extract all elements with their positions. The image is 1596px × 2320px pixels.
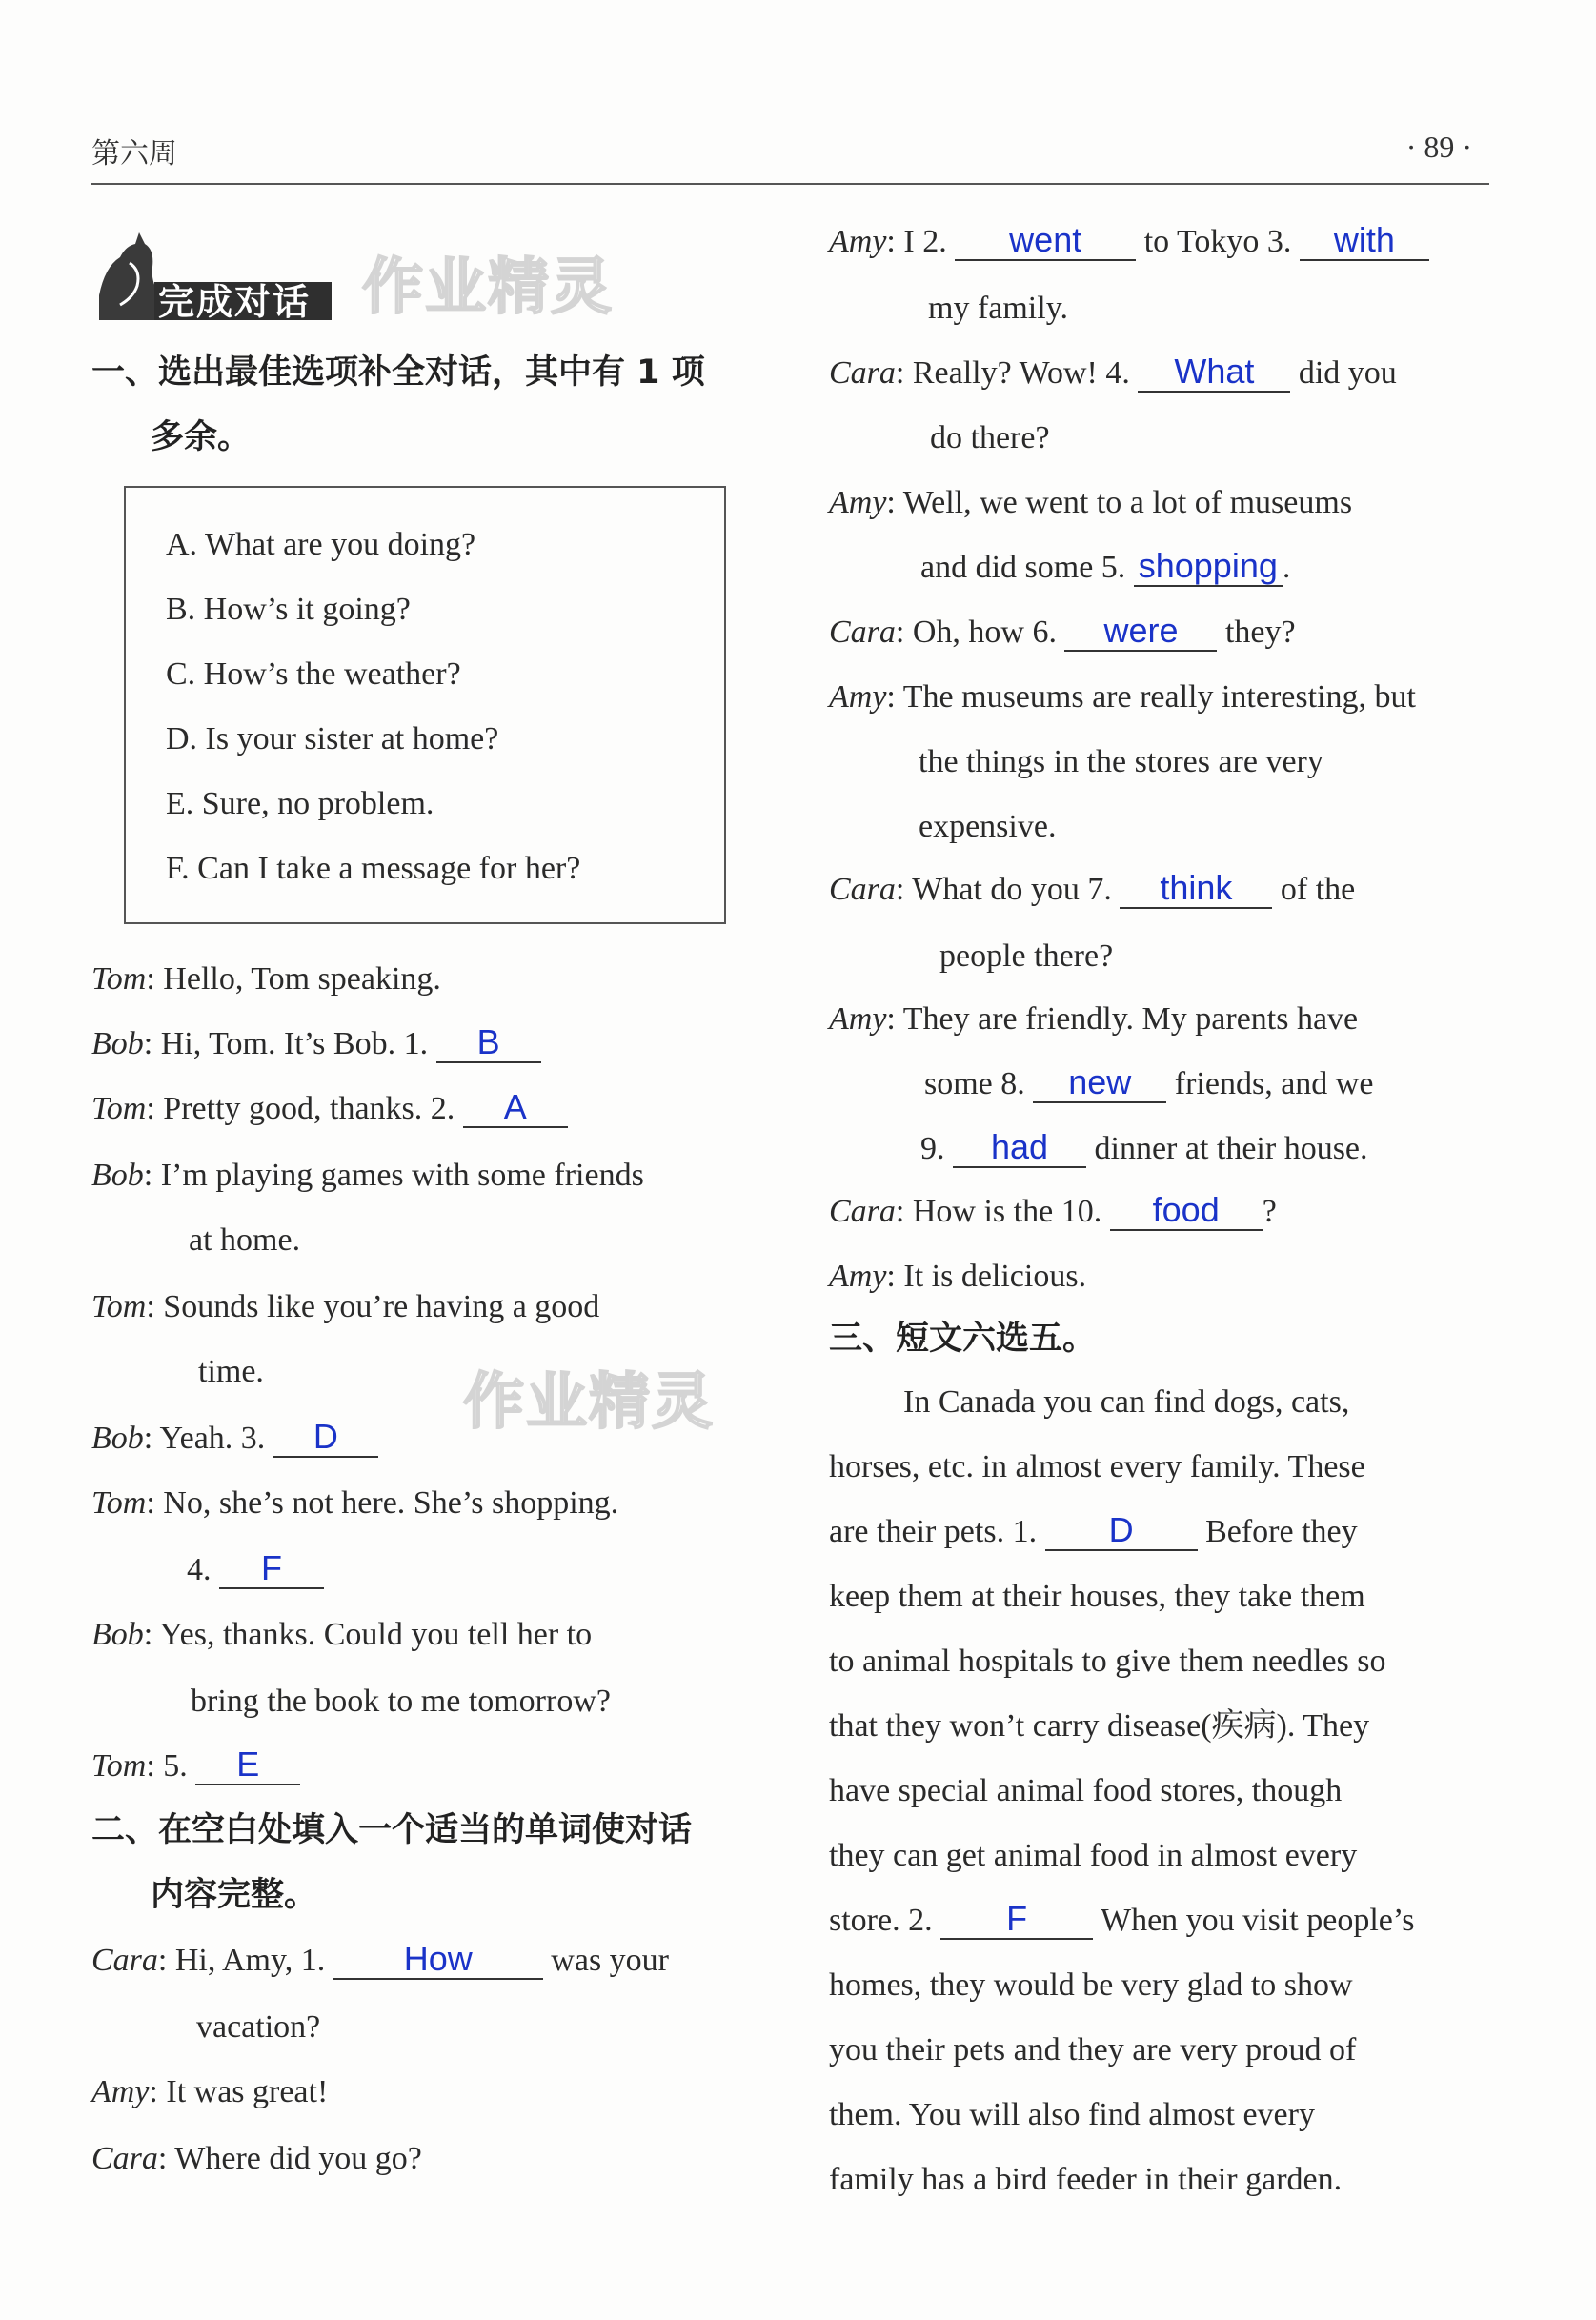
- dialog2-line-cont: vacation?: [196, 2009, 321, 2045]
- dialog2-line: Cara: What do you 7. think of the: [829, 868, 1356, 907]
- dialog2-line: Amy: It is delicious.: [829, 1259, 1087, 1294]
- dialog1-line: Tom: No, she’s not here. She’s shopping.: [91, 1485, 619, 1521]
- section2-title-line2: 内容完整。: [151, 1876, 318, 1914]
- week-label: 第六周: [91, 137, 177, 171]
- dialog2-line: Amy: The museums are really interesting, but: [829, 679, 1416, 715]
- answer-blank[interactable]: What: [1138, 353, 1290, 393]
- dialog2-line-cont: expensive.: [919, 809, 1057, 844]
- dialog2-line: Cara: Oh, how 6. were they?: [829, 611, 1296, 650]
- passage-line: horses, etc. in almost every family. These: [829, 1449, 1365, 1484]
- dialog2-line-cont: 9. had dinner at their house.: [920, 1127, 1368, 1166]
- dialog1-line: Bob: I’m playing games with some friends: [91, 1158, 644, 1193]
- dialog2-line: Amy: They are friendly. My parents have: [829, 1001, 1359, 1037]
- option-e: E. Sure, no problem.: [166, 786, 434, 821]
- passage-line: them. You will also find almost every: [829, 2097, 1315, 2132]
- passage-line: keep them at their houses, they take them: [829, 1579, 1365, 1614]
- watermark-middle: 作业精灵: [463, 1367, 715, 1438]
- passage-line: that they won’t carry disease(疾病). They: [829, 1708, 1370, 1744]
- dialog2-line: Cara: Hi, Amy, 1. How was your: [91, 1939, 669, 1978]
- section2-title-line1: 二、在空白处填入一个适当的单词使对话: [91, 1811, 693, 1849]
- header-rule: [91, 183, 1489, 185]
- answer-blank[interactable]: D: [273, 1418, 378, 1458]
- passage-line: to animal hospitals to give them needles so: [829, 1644, 1386, 1679]
- answer-blank[interactable]: A: [463, 1088, 568, 1128]
- dialog1-line: Tom: Pretty good, thanks. 2. A: [91, 1088, 568, 1130]
- option-a: A. What are you doing?: [166, 527, 476, 562]
- dialog2-line-cont: some 8. new friends, and we: [924, 1062, 1374, 1101]
- passage-line: they can get animal food in almost every: [829, 1838, 1358, 1873]
- answer-blank[interactable]: E: [195, 1745, 300, 1785]
- dialog2-line: Cara: Where did you go?: [91, 2141, 422, 2176]
- option-b: B. How’s it going?: [166, 592, 411, 627]
- dialog2-line: Amy: Well, we went to a lot of museums: [829, 485, 1353, 520]
- passage-line: have special animal food stores, though: [829, 1773, 1343, 1808]
- answer-blank[interactable]: shopping: [1134, 547, 1283, 587]
- answer-blank[interactable]: B: [436, 1023, 541, 1063]
- dialog1-line: Tom: 5. E: [91, 1745, 300, 1787]
- section3-title: 三、短文六选五。: [829, 1320, 1097, 1358]
- answer-blank[interactable]: new: [1033, 1063, 1166, 1103]
- dialog2-line-cont: my family.: [928, 291, 1068, 326]
- dialog1-line-cont: bring the book to me tomorrow?: [191, 1684, 611, 1719]
- dialog2-line-cont: the things in the stores are very: [919, 744, 1323, 779]
- section1-title-line1: 一、选出最佳选项补全对话，其中有 1 项: [91, 353, 705, 392]
- answer-blank[interactable]: food: [1110, 1191, 1263, 1231]
- dialog1-line-cont: at home.: [189, 1222, 301, 1258]
- passage-line: In Canada you can find dogs, cats,: [903, 1384, 1350, 1420]
- section1-title-line2: 多余。: [151, 418, 252, 456]
- answer-blank[interactable]: F: [219, 1549, 324, 1589]
- answer-blank[interactable]: D: [1045, 1511, 1198, 1551]
- dialog1-line: Bob: Yes, thanks. Could you tell her to: [91, 1617, 593, 1652]
- option-c: C. How’s the weather?: [166, 656, 461, 692]
- answer-blank[interactable]: How: [333, 1940, 543, 1980]
- dialog1-line: Tom: Hello, Tom speaking.: [91, 961, 441, 997]
- answer-blank[interactable]: had: [953, 1128, 1086, 1168]
- dialog2-line: Amy: I 2. went to Tokyo 3. with: [829, 221, 1429, 263]
- answer-blank[interactable]: F: [940, 1900, 1093, 1940]
- section-banner: [91, 229, 335, 322]
- dialog2-line: Cara: Really? Wow! 4. What did you: [829, 352, 1397, 391]
- watermark-top: 作业精灵: [362, 252, 614, 323]
- option-d: D. Is your sister at home?: [166, 721, 499, 757]
- passage-line: you their pets and they are very proud of: [829, 2032, 1357, 2068]
- option-f: F. Can I take a message for her?: [166, 851, 581, 886]
- page-number: · 89 ·: [1405, 130, 1472, 164]
- answer-blank[interactable]: were: [1064, 612, 1217, 652]
- dialog1-line-cont: 4. F: [187, 1549, 324, 1591]
- dialog2-line: Cara: How is the 10. food ?: [829, 1190, 1277, 1229]
- answer-blank[interactable]: with: [1300, 221, 1429, 261]
- answer-blank[interactable]: think: [1120, 869, 1272, 909]
- dialog2-line-cont: and did some 5. shopping .: [920, 546, 1291, 585]
- answer-blank[interactable]: went: [955, 221, 1136, 261]
- passage-line: are their pets. 1. D Before they: [829, 1510, 1358, 1549]
- dialog1-line: Tom: Sounds like you’re having a good: [91, 1289, 600, 1324]
- passage-line: homes, they would be very glad to show: [829, 1967, 1353, 2003]
- dialog1-line-cont: time.: [198, 1354, 264, 1389]
- passage-line: family has a bird feeder in their garden.: [829, 2162, 1343, 2197]
- dialog2-line: Amy: It was great!: [91, 2074, 329, 2109]
- dialog2-line-cont: people there?: [939, 938, 1114, 974]
- dialog1-line: Bob: Yeah. 3. D: [91, 1418, 378, 1460]
- dialog1-line: Bob: Hi, Tom. It’s Bob. 1. B: [91, 1023, 541, 1065]
- dialog2-line-cont: do there?: [930, 420, 1050, 455]
- passage-line: store. 2. F When you visit people’s: [829, 1899, 1415, 1938]
- banner-title: 完成对话: [158, 281, 312, 323]
